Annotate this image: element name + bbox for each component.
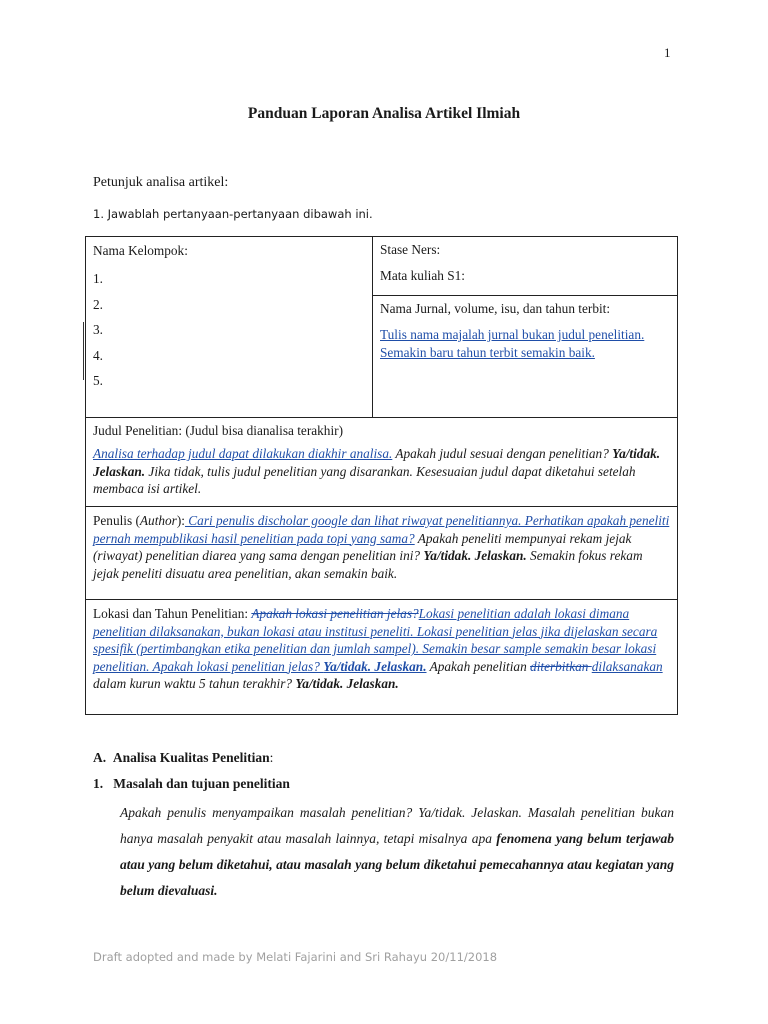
judul-label: Judul Penelitian: (Judul bisa dianalisa terakhir) bbox=[93, 423, 343, 438]
body-paragraph bbox=[120, 800, 674, 904]
penulis-label-end: ): bbox=[176, 513, 185, 528]
lokasi-strike-text: Apakah lokasi penelitian jelas? bbox=[251, 606, 419, 621]
judul-cell[interactable] bbox=[86, 418, 678, 507]
subsection-1-num: 1. bbox=[93, 776, 104, 791]
instruction-text: Petunjuk analisa artikel: bbox=[93, 175, 229, 190]
jurnal-cell[interactable] bbox=[373, 296, 678, 418]
penulis-text-2: Semakin fokus rekam jejak peneliti disuatu area penelitian, akan semakin baik. bbox=[93, 548, 643, 581]
jurnal-label: Nama Jurnal, volume, isu, dan tahun terbit: bbox=[380, 301, 611, 316]
kelompok-item: 4. bbox=[93, 347, 103, 363]
lokasi-strike-word: diterbitkan bbox=[530, 658, 592, 674]
judul-hint-link: Analisa terhadap judul dapat dilakukan diakhir analisa. bbox=[93, 446, 393, 461]
lokasi-hint-link: Lokasi penelitian adalah lokasi dimana penelitian dilaksanakan, bukan lokasi atau institusi peneliti. Lokasi penelitian jelas jika dijelaskan secara spesifik (pertimbangkan etika penelitian dan jumlah sampel). Semakin besar sample semakin besar lokasi penelitian. Apakah lokasi penelitian jelas? bbox=[93, 606, 658, 674]
lokasi-hint-yes-no: Ya/tidak. Jelaskan. bbox=[323, 658, 427, 674]
lokasi-insert-word: dilaksanakan bbox=[591, 658, 663, 674]
lokasi-label: Lokasi dan Tahun Penelitian: bbox=[93, 606, 252, 621]
analysis-form-table bbox=[85, 236, 678, 715]
kelompok-cell[interactable] bbox=[86, 237, 373, 418]
page-title: Panduan Laporan Analisa Artikel Ilmiah bbox=[247, 105, 521, 122]
kelompok-label: Nama Kelompok: bbox=[93, 243, 188, 258]
question-1: 1. Jawablah pertanyaan-pertanyaan dibawah ini. bbox=[93, 207, 373, 221]
kelompok-item: 5. bbox=[93, 373, 103, 388]
margin-change-bar bbox=[83, 322, 84, 380]
footer-note: Draft adopted and made by Melati Fajarini and Sri Rahayu 20/11/2018 bbox=[93, 950, 498, 964]
body-bold-text: fenomena yang belum terjawab atau yang belum diketahui, atau masalah yang belum diketahui pemecahannya atau kegiatan yang belum dievaluasi. bbox=[120, 831, 675, 898]
subsection-1-heading bbox=[93, 776, 290, 792]
mata-kuliah-label: Mata kuliah S1: bbox=[380, 268, 465, 283]
stase-cell[interactable] bbox=[373, 237, 678, 296]
judul-yes-no: Ya/tidak. Jelaskan. bbox=[93, 446, 661, 479]
body-text: Apakah penulis menyampaikan masalah penelitian? Ya/tidak. Jelaskan. Masalah penelitian bukan hanya masalah penyakit atau masalah lainnya, tetapi misalnya apa bbox=[120, 805, 674, 846]
judul-text: Apakah judul sesuai dengan penelitian? bbox=[392, 446, 613, 461]
section-a-label: Analisa Kualitas Penelitian bbox=[112, 750, 270, 765]
jurnal-hint: Tulis nama majalah jurnal bukan judul penelitian. Semakin baru tahun terbit semakin baik. bbox=[380, 327, 645, 360]
kelompok-item: 3. bbox=[93, 322, 103, 337]
lokasi-cell[interactable] bbox=[86, 600, 678, 715]
kelompok-item: 2. bbox=[93, 296, 103, 312]
section-a-letter: A. bbox=[93, 750, 107, 765]
kelompok-item: 1. bbox=[93, 271, 103, 286]
lokasi-text-2: dalam kurun waktu 5 tahun terakhir? bbox=[93, 676, 296, 691]
penulis-hint-link: Cari penulis discholar google dan lihat riwayat penelitiannya. Perhatikan apakah peneliti pernah mempublikasi hasil penelitian pada topi yang sama? bbox=[93, 513, 670, 546]
page-number: 1 bbox=[664, 45, 671, 60]
section-a-colon: : bbox=[269, 750, 274, 765]
penulis-label: Penulis ( bbox=[93, 513, 140, 528]
lokasi-text: Apakah penelitian bbox=[426, 658, 531, 674]
section-a-heading bbox=[93, 750, 273, 766]
penulis-text: Apakah peneliti mempunyai rekam jejak (riwayat) penelitian diarea yang sama dengan penelitian ini? bbox=[93, 530, 632, 563]
subsection-1-label: Masalah dan tujuan penelitian bbox=[113, 776, 290, 791]
penulis-author: Author bbox=[139, 513, 177, 528]
lokasi-yes-no: Ya/tidak. Jelaskan. bbox=[295, 676, 399, 691]
penulis-cell[interactable] bbox=[86, 507, 678, 600]
stase-label: Stase Ners: bbox=[380, 242, 441, 257]
penulis-yes-no: Ya/tidak. Jelaskan. bbox=[423, 548, 527, 563]
judul-text-2: Jika tidak, tulis judul penelitian yang disarankan. Kesesuaian judul dapat diketahui setelah membaca isi artikel. bbox=[93, 463, 636, 496]
